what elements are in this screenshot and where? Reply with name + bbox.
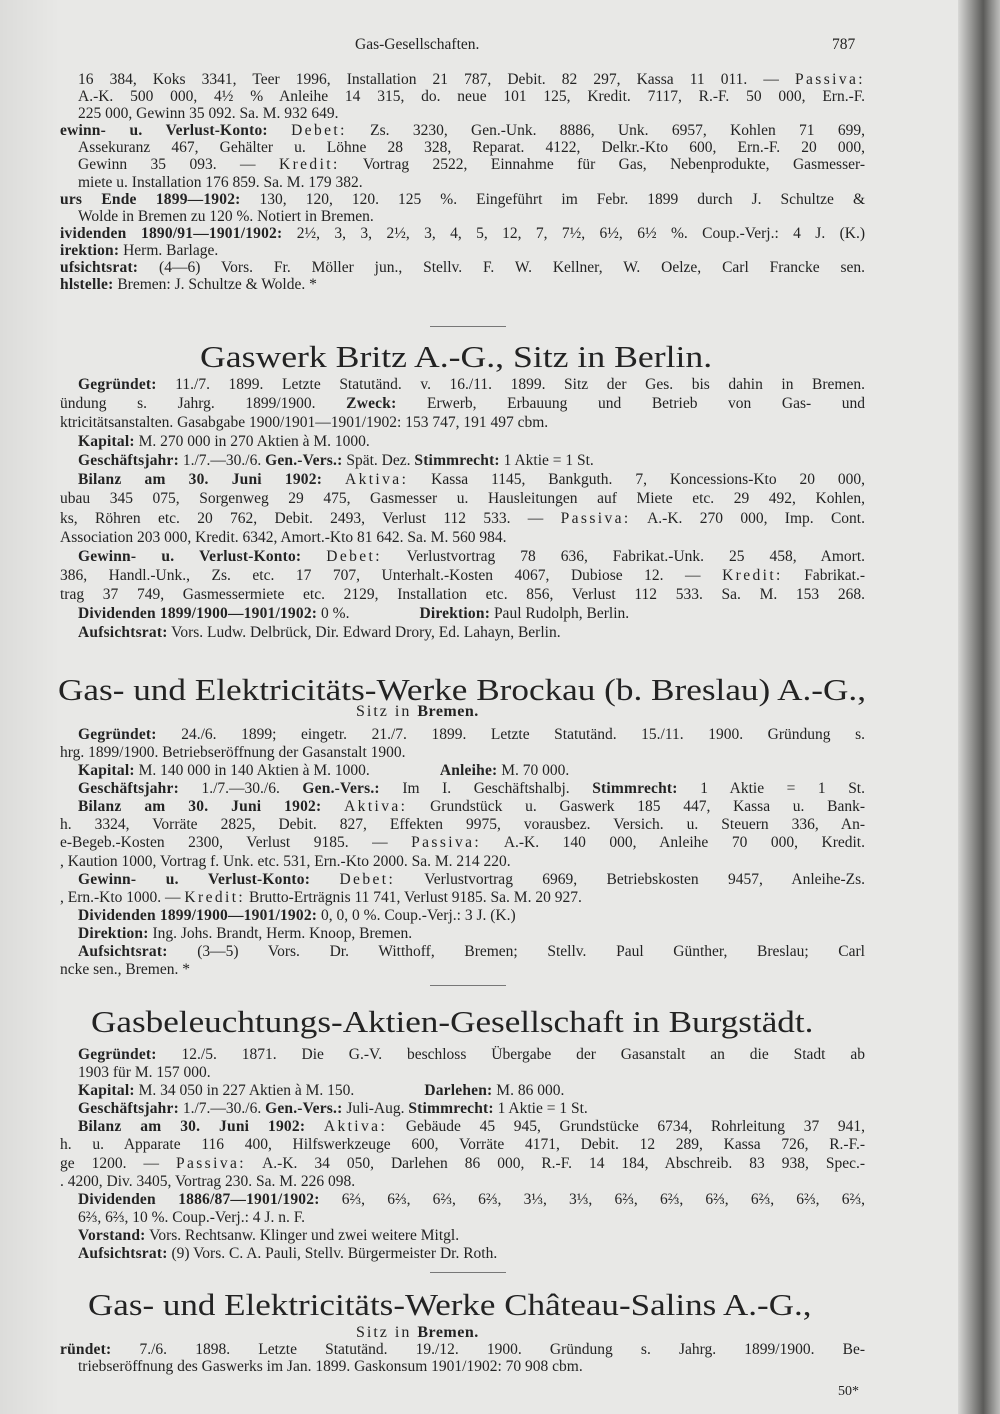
text-run: Verlustvortrag 6969, Betriebskosten 9457, Anleihe-Zs. (395, 870, 866, 888)
text-run: Spät. Dez. (342, 452, 415, 470)
text-run: 225 000, Gewinn 35 092. Sa. M. 932 649. (78, 105, 339, 123)
text-run: A.-K. 500 000, 4½ % Anleihe 14 315, do. neue 101 125, Kredit. 7117, R.-F. 50 000, Ern.-F. (78, 88, 865, 106)
sitz-label: Sitz in (356, 1324, 412, 1341)
text-line (78, 432, 865, 451)
field-label: Direktion: (419, 604, 491, 622)
text-run: e-Begeb.-Kosten 2300, Verlust 9185. — (60, 834, 412, 852)
text-run: 16 384, Koks 3341, Teer 1996, Installation 21 787, Debit. 82 297, Kassa 11 011. — (78, 71, 795, 88)
text-run: M. 270 000 in 270 Aktien à M. 1000. (134, 433, 370, 451)
field-label: Direktion: (78, 924, 149, 942)
text-run: miete u. Installation 176 859. Sa. M. 179 382. (78, 173, 363, 191)
field-label: Zweck: (346, 395, 397, 413)
text-line (78, 1099, 865, 1118)
field-label: irektion: (60, 241, 120, 259)
text-line (60, 815, 865, 834)
text-run (301, 548, 326, 565)
text-run: Vortrag 2522, Einnahme für Gas, Nebenprodukte, Gasmesser- (339, 156, 865, 174)
sitz-label: Sitz in (356, 703, 412, 720)
heading-burgstaedt: Gasbeleuchtungs-Aktien-Gesellschaft in Burgstädt. (91, 1004, 814, 1039)
text-run: Vors. Ludw. Delbrück, Dir. Edward Drory, Ed. Lahayn, Berlin. (167, 624, 561, 641)
text-line (60, 833, 865, 852)
text-line (78, 725, 865, 744)
text-line (78, 1357, 865, 1376)
field-label: urs Ende 1899—1902: (60, 190, 241, 208)
text-run: Gebäude 45 945, Grundstücke 6734, Rohrleitung 37 941, (387, 1118, 865, 1136)
field-label: Gen.-Vers.: (265, 1100, 343, 1118)
text-run: triebseröffnung des Gaswerks im Jan. 1899. Gaskonsum 1901/1902: 70 908 cbm. (78, 1358, 583, 1375)
text-line (78, 1063, 865, 1082)
text-run: 1 Aktie = 1 St. (499, 452, 594, 470)
text-line (60, 888, 865, 907)
field-label: Bilanz am 30. Juni 1902: (78, 471, 323, 489)
text-run: Bremen: J. Schultze & Wolde. * (113, 276, 317, 293)
spaced-label: Aktiva: (344, 471, 409, 489)
text-line (60, 413, 865, 432)
section-divider (430, 326, 506, 327)
text-run: ncke sen., Bremen. * (60, 961, 190, 978)
field-label: Gewinn- u. Verlust-Konto: (78, 870, 311, 888)
field-label: hlstelle: (60, 276, 114, 293)
text-run: h. 3324, Vorräte 2825, Debit. 827, Effekten 9975, vorausbez. Versich. u. Steuern 336, An- (60, 816, 865, 834)
field-label: ründet: (60, 1341, 112, 1358)
spaced-label: Passiva: (411, 834, 482, 852)
field-label: Aufsichtsrat: (78, 624, 168, 641)
spaced-label: Passiva: (794, 71, 865, 88)
text-run: Verlustvortrag 78 636, Fabrikat.-Unk. 25 458, Amort. (381, 547, 866, 565)
heading-chateau-salins: Gas- und Elektricitäts-Werke Château-Salins A.-G., (88, 1287, 812, 1322)
field-label: Aufsichtsrat: (78, 942, 168, 960)
text-run: 1 Aktie = 1 St. (493, 1100, 588, 1118)
text-line (78, 761, 865, 780)
field-label: Gegründet: (78, 726, 157, 743)
text-line (60, 743, 865, 762)
text-line (60, 566, 865, 585)
section-divider (430, 1272, 506, 1273)
text-run: Herm. Barlage. (119, 241, 219, 259)
text-line (60, 394, 865, 413)
field-label: Geschäftsjahr: (78, 1100, 179, 1118)
section-divider (430, 985, 506, 986)
text-line (60, 509, 865, 528)
field-label: Gewinn- u. Verlust-Konto: (78, 547, 302, 565)
text-run: Kassa 1145, Bankguth. 7, Koncessions-Kto 20 000, (408, 471, 866, 489)
field-label: Bilanz am 30. Juni 1902: (78, 1118, 306, 1136)
text-run: Brutto-Erträgnis 11 741, Verlust 9185. Sa. M. 20 927. (245, 888, 582, 906)
text-run: Vors. Rechtsanw. Klinger und zwei weitere Mitgl. (145, 1226, 460, 1244)
field-label: Geschäftsjahr: (78, 780, 179, 798)
text-run: 0 %. (317, 604, 350, 622)
text-line (78, 470, 865, 489)
text-run: hrg. 1899/1900. Betriebseröffnung der Gasanstalt 1900. (60, 744, 406, 762)
subheading-brockau-sitz (356, 703, 479, 721)
spaced-label: Passiva: (560, 509, 631, 527)
text-run: Zs. 3230, Gen.-Unk. 8886, Unk. 6957, Kohlen 71 699, (346, 122, 865, 140)
text-run: h. u. Apparate 116 400, Hilfswerkzeuge 600, Vorräte 4171, Debit. 12 289, Kassa 726, R.-F.- (60, 1136, 865, 1154)
text-line (60, 275, 865, 294)
spaced-label: Debet: (339, 870, 396, 888)
field-label: Gegründet: (78, 1046, 157, 1063)
text-run: ündung s. Jahrg. 1899/1900. (60, 395, 347, 413)
text-line (78, 375, 865, 394)
field-label: ewinn- u. Verlust-Konto: (60, 122, 268, 140)
text-line (78, 547, 865, 566)
spaced-label: Aktiva: (344, 798, 408, 816)
text-line (78, 604, 865, 623)
text-line (78, 797, 865, 816)
field-label: Gen.-Vers.: (265, 452, 343, 470)
text-line (78, 451, 865, 470)
sitz-city: Bremen. (417, 1324, 479, 1341)
text-line (78, 1045, 865, 1064)
text-run: A.-K. 270 000, Imp. Cont. (630, 509, 865, 527)
text-run: Grundstück u. Gaswerk 185 447, Kassa u. Bank- (407, 798, 866, 816)
text-run: 1./7.—30./6. (178, 780, 303, 798)
text-line (78, 1208, 865, 1227)
text-run: (4—6) Vors. Fr. Möller jun., Stellv. F. W. Kellner, W. Oelze, Carl Francke sen. (138, 258, 865, 276)
text-line (78, 1081, 865, 1100)
text-run: , Kaution 1000, Vortrag f. Unk. etc. 531, Ern.-Kto 2000. Sa. M. 214 220. (60, 852, 511, 870)
spaced-label: Debet: (326, 547, 382, 565)
text-run (268, 122, 291, 139)
field-label: Gen.-Vers.: (302, 780, 380, 798)
field-label: ividenden 1890/91—1901/1902: (60, 224, 283, 242)
heading-gaswerk-britz: Gaswerk Britz A.-G., Sitz in Berlin. (200, 339, 713, 374)
text-line (78, 906, 865, 925)
text-run: 386, Handl.-Unk., Zs. etc. 17 707, Unterhalt.-Kosten 4067, Dubiose 12. — (60, 566, 723, 584)
text-run: Wolde in Bremen zu 120 %. Notiert in Bremen. (78, 207, 374, 225)
spaced-label: Kredit: (184, 888, 246, 906)
subheading-chateau-sitz (356, 1324, 479, 1342)
spaced-label: Kredit: (279, 156, 340, 174)
text-run: Fabrikat.- (782, 566, 865, 584)
spaced-label: Debet: (291, 122, 347, 140)
text-line (60, 1135, 865, 1154)
text-line (78, 779, 865, 798)
field-label: Anleihe: (439, 762, 498, 780)
text-line (60, 1172, 865, 1191)
text-run: Erwerb, Erbauung und Betrieb von Gas- und (396, 395, 866, 413)
text-line (78, 870, 865, 889)
text-run: 12./5. 1871. Die G.-V. beschloss Übergabe der Gasanstalt an die Stadt ab (156, 1046, 865, 1063)
text-line (78, 1190, 865, 1209)
text-line (60, 960, 865, 979)
text-run: 24./6. 1899; eingetr. 21./7. 1899. Letzte Statutänd. 15./11. 1900. Gründung s. (156, 726, 865, 743)
text-line (78, 942, 865, 961)
field-label: Geschäftsjahr: (78, 452, 179, 470)
text-run: Ing. Johs. Brandt, Herm. Knoop, Bremen. (148, 924, 413, 942)
text-line (60, 1154, 865, 1173)
text-line (60, 489, 865, 508)
field-label: Dividenden 1899/1900—1901/1902: (78, 906, 318, 924)
text-run: . 4200, Div. 3405, Vortrag 230. Sa. M. 226 098. (60, 1172, 356, 1190)
text-run (305, 1118, 324, 1135)
text-run (310, 871, 339, 888)
text-line (78, 924, 865, 943)
text-run: M. 140 000 in 140 Aktien à M. 1000. (134, 762, 370, 780)
text-run: ktricitätsanstalten. Gasabgabe 1900/1901—1901/1902: 153 747, 191 497 cbm. (60, 414, 549, 432)
spaced-label: Kredit: (722, 566, 783, 584)
text-run: 6⅔, 6⅔, 10 %. Coup.-Verj.: 4 J. n. F. (78, 1208, 305, 1226)
spaced-label: Aktiva: (323, 1118, 388, 1136)
field-label: Gegründet: (78, 376, 157, 393)
sitz-city: Bremen. (417, 703, 479, 720)
text-run: 1903 für M. 157 000. (78, 1064, 211, 1082)
text-run: Juli-Aug. (342, 1100, 409, 1118)
scan-binding-edge (958, 0, 1000, 1414)
text-run: Assekuranz 467, Gehälter u. Löhne 28 328, Reparat. 4122, Delkr.-Kto 600, Ern.-F. 20 000, (78, 139, 865, 157)
text-line (78, 623, 865, 642)
text-run: 130, 120, 120. 125 %. Eingeführt im Febr. 1899 durch J. Schultze & (240, 190, 865, 208)
text-run: 1./7.—30./6. (178, 452, 266, 470)
text-line (78, 1244, 865, 1263)
text-run: Association 203 000, Kredit. 6342, Amort.-Kto 81 642. Sa. M. 560 984. (60, 528, 507, 546)
text-run: 2½, 3, 3, 2½, 3, 4, 5, 12, 7, 7½, 6½, 6½ %. Coup.-Verj.: 4 J. (K.) (282, 224, 865, 242)
text-run: Im I. Geschäftshalbj. (379, 780, 593, 798)
text-line (78, 1226, 865, 1245)
text-line (60, 528, 865, 547)
text-run: 0, 0, 0 %. Coup.-Verj.: 3 J. (K.) (317, 906, 516, 924)
page-number: 787 (832, 36, 856, 53)
scan-left-edge (0, 0, 60, 1414)
spaced-label: Passiva: (175, 1154, 246, 1172)
field-label: Bilanz am 30. Juni 1902: (78, 798, 322, 816)
text-run: (9) Vors. C. A. Pauli, Stellv. Bürgermeister Dr. Roth. (167, 1245, 498, 1262)
text-run: Paul Rudolph, Berlin. (490, 604, 630, 622)
text-line (60, 585, 865, 604)
field-label: Kapital: (78, 433, 135, 451)
heading-brockau: Gas- und Elektricitäts-Werke Brockau (b. Breslau) A.-G., (58, 672, 867, 707)
text-run: 6⅔, 6⅔, 6⅔, 6⅔, 3⅓, 3⅓, 6⅔, 6⅔, 6⅔, 6⅔, 6⅔, 6⅔, (319, 1190, 866, 1208)
text-run: trag 37 749, Gasmessermiete etc. 2129, Installation etc. 856, Verlust 112 533. Sa. M. 153 268. (60, 585, 865, 603)
text-run: A.-K. 140 000, Anleihe 70 000, Kredit. (481, 834, 865, 852)
field-label: Dividenden 1899/1900—1901/1902: (78, 604, 318, 622)
field-label: Vorstand: (78, 1226, 146, 1244)
text-run: 1./7.—30./6. (178, 1100, 266, 1118)
field-label: Kapital: (78, 762, 135, 780)
field-label: ufsichtsrat: (60, 258, 139, 276)
text-run: 1 Aktie = 1 St. (677, 780, 865, 798)
text-run: ubau 345 075, Sorgenweg 29 475, Gasmesser u. Hausleitungen auf Miete etc. 29 492, Kohlen, (60, 490, 865, 508)
text-run: A.-K. 34 050, Darlehen 86 000, R.-F. 14 184, Abschreib. 83 938, Spec.- (245, 1154, 865, 1172)
text-run: M. 86 000. (492, 1082, 565, 1100)
text-run: ge 1200. — (60, 1154, 176, 1172)
text-run: (3—5) Vors. Dr. Witthoff, Bremen; Stellv. Paul Günther, Breslau; Carl (167, 942, 865, 960)
running-title: Gas-Gesellschaften. (355, 36, 480, 53)
text-run: 11./7. 1899. Letzte Statutänd. v. 16./11. 1899. Sitz der Ges. bis dahin in Bremen. (156, 376, 865, 393)
field-label: Darlehen: (424, 1082, 493, 1100)
text-run: ks, Röhren etc. 20 762, Debit. 2493, Verlust 112 533. — (60, 509, 561, 527)
text-run: M. 34 050 in 227 Aktien à M. 150. (134, 1082, 355, 1100)
field-label: Stimmrecht: (414, 452, 500, 470)
field-label: Aufsichtsrat: (78, 1245, 168, 1262)
text-line (60, 852, 865, 871)
text-run: Gewinn 35 093. — (78, 156, 279, 174)
text-run: 7./6. 1898. Letzte Statutänd. 19./12. 1900. Gründung s. Jahrg. 1899/1900. Be- (111, 1341, 865, 1358)
text-run (322, 471, 345, 488)
field-label: Stimmrecht: (592, 780, 678, 798)
text-run (321, 798, 344, 815)
field-label: Dividenden 1886/87—1901/1902: (78, 1190, 320, 1208)
signature-mark: 50* (838, 1384, 859, 1399)
text-line (78, 1117, 865, 1136)
field-label: Stimmrecht: (408, 1100, 494, 1118)
text-run: , Ern.-Kto 1000. — (60, 888, 185, 906)
text-run: M. 70 000. (497, 762, 570, 780)
field-label: Kapital: (78, 1082, 135, 1100)
